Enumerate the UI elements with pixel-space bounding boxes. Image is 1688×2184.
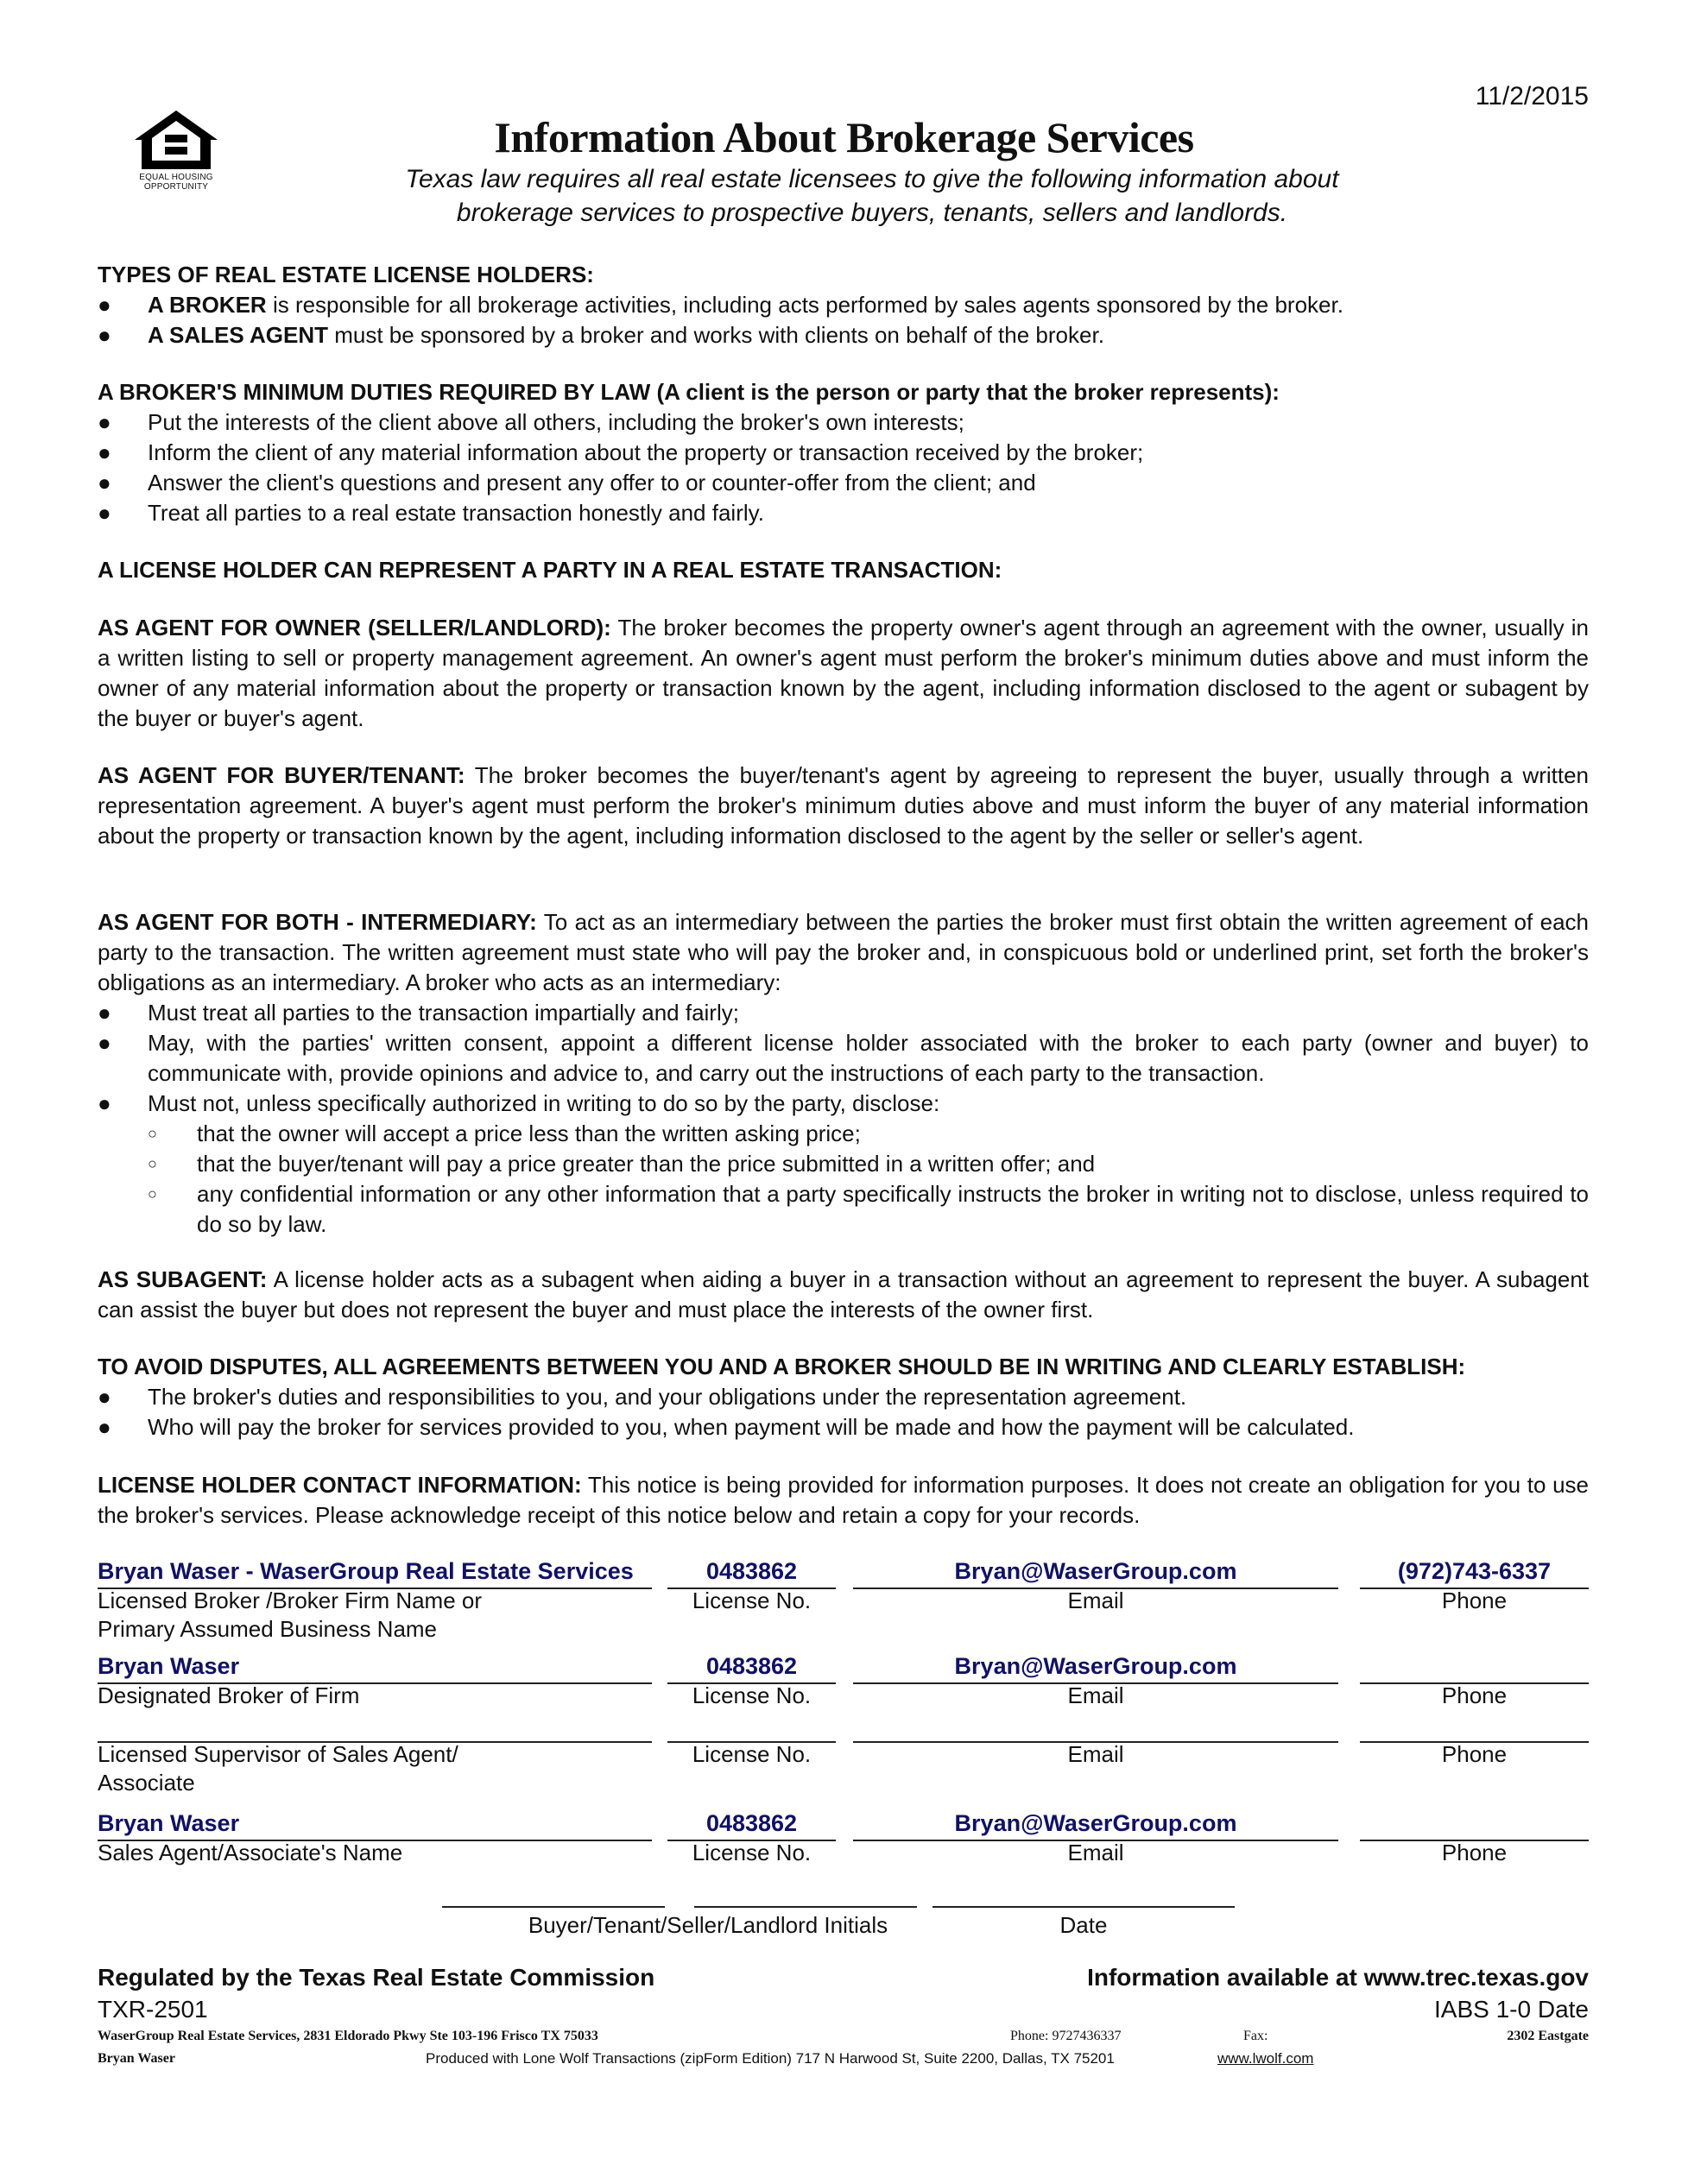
bullet-icon: ● — [98, 1414, 111, 1440]
label-line2: Associate — [98, 1770, 195, 1796]
owner-label: AS AGENT FOR OWNER (SELLER/LANDLORD): — [98, 615, 611, 641]
sub-list-item — [98, 1119, 1589, 1149]
section-subagent — [98, 1265, 1589, 1325]
email-label: Email — [1067, 1840, 1124, 1865]
circle-bullet-icon: ○ — [148, 1155, 157, 1172]
license-label: License No. — [692, 1741, 812, 1767]
license-label: License No. — [692, 1588, 812, 1613]
item-text: Put the interests of the client above all others, including the broker's own interests; — [148, 409, 964, 435]
item-text: The broker's duties and responsibilities to you, and your obligations under the representation agreement. — [148, 1384, 1187, 1410]
bullet-icon: ● — [98, 1090, 111, 1116]
date-label: Date — [1059, 1912, 1108, 1938]
label-line1: Licensed Broker /Broker Firm Name or — [98, 1588, 483, 1613]
item-text: Must not, unless specifically authorized in writing to do so by the party, disclose: — [148, 1090, 940, 1116]
contact-text: This notice is being provided for information purposes. It does not create an obligation for you to use the broker's services. Please acknowledge receipt of this notice below and retain a copy for your records. — [98, 1472, 1589, 1528]
document-date: 11/2/2015 — [1475, 82, 1589, 110]
item-text: any confidential information or any other information that a party specifically instructs the broker in writing not to disclose, unless required to do so by law. — [197, 1181, 1589, 1237]
subagent-text: A license holder acts as a subagent when aiding a buyer in a transaction without an agreement to represent the buyer. A subagent can assist the buyer but does not represent the buyer and must place the interests of the owner first. — [98, 1266, 1590, 1322]
intermediary-text: To act as an intermediary between the parties the broker must first obtain the written agreement of each party to the transaction. The written agreement must state who will pay the broker and, in conspicuous bold or underlined print, set forth the broker's obligations as an intermediary. A broker who acts as an intermediary: — [98, 909, 1589, 995]
list-item — [98, 407, 1589, 438]
bullet-icon: ● — [98, 1384, 111, 1410]
item-text: Must treat all parties to the transaction impartially and fairly; — [148, 1000, 739, 1026]
subtitle-line2: brokerage services to prospective buyers, tenants, sellers and landlords. — [456, 199, 1288, 227]
lwolf-link[interactable]: www.lwolf.com — [1217, 2050, 1314, 2067]
item-text: Treat all parties to a real estate transaction honestly and fairly. — [148, 500, 764, 526]
broker-phone-field[interactable]: (972)743-6337 — [1397, 1558, 1552, 1584]
section-types — [98, 260, 1589, 350]
designated-broker-name-field[interactable]: Bryan Waser — [98, 1653, 240, 1679]
initials-label: Buyer/Tenant/Seller/Landlord Initials — [528, 1912, 888, 1938]
bullet-icon: ● — [98, 500, 111, 526]
list-item — [98, 290, 1589, 320]
company-phone: Phone: 9727436337 — [1010, 2029, 1122, 2043]
broker-license-field[interactable]: 0483862 — [705, 1558, 798, 1584]
bullet-icon: ● — [98, 439, 111, 465]
definition: is responsible for all brokerage activities, including acts performed by sales agents sponsored by the broker. — [266, 292, 1343, 318]
sales-agent-email-field[interactable]: Bryan@WaserGroup.com — [954, 1810, 1237, 1836]
designated-broker-email-field[interactable]: Bryan@WaserGroup.com — [954, 1653, 1237, 1679]
owner-text: The broker becomes the property owner's agent through an agreement with the owner, usually in a written listing to sell or property management agreement. An owner's agent must perform the broker's minimum duties above and must inform the owner of any material information about the property or transaction known by the agent, including information disclosed to the agent or subagent by the buyer or buyer's agent. — [98, 615, 1589, 731]
phone-label: Phone — [1441, 1840, 1508, 1865]
list-item — [98, 998, 1589, 1028]
list-item — [98, 468, 1589, 498]
sales-agent-name-field[interactable]: Bryan Waser — [98, 1810, 240, 1836]
section-disputes — [98, 1352, 1589, 1442]
bullet-icon: ● — [98, 292, 111, 318]
license-label: License No. — [692, 1682, 812, 1708]
broker-firm-name-field[interactable]: Bryan Waser - WaserGroup Real Estate Services — [98, 1558, 634, 1584]
list-item — [98, 498, 1589, 528]
label-line2: Primary Assumed Business Name — [98, 1616, 438, 1642]
info-available: Information available at www.trec.texas.gov — [1087, 1964, 1589, 1991]
phone-label: Phone — [1441, 1741, 1508, 1767]
section-represent — [98, 555, 1589, 585]
initials-field-1[interactable] — [442, 1906, 665, 1908]
sales-agent-label: Sales Agent/Associate's Name — [98, 1840, 403, 1865]
list-item — [98, 1028, 1589, 1089]
company-address: WaserGroup Real Estate Services, 2831 Eldorado Pkwy Ste 103-196 Frisco TX 75033 — [98, 2029, 598, 2043]
produced-with: Produced with Lone Wolf Transactions (zipForm Edition) 717 N Harwood St, Suite 2200, Dallas, TX 75201 — [426, 2050, 1115, 2067]
item-text: that the buyer/tenant will pay a price greater than the price submitted in a written offer; and — [197, 1151, 1096, 1177]
sub-list-item — [98, 1149, 1589, 1179]
initials-field-2[interactable] — [694, 1906, 917, 1908]
item-text: Who will pay the broker for services provided to you, when payment will be made and how the payment will be calculated. — [148, 1414, 1355, 1440]
definition: must be sponsored by a broker and works with clients on behalf of the broker. — [327, 322, 1104, 348]
logo-caption-line1: EQUAL HOUSING — [139, 173, 213, 182]
duties-heading: A BROKER'S MINIMUM DUTIES REQUIRED BY LAW (A client is the person or party that the broker represents): — [98, 379, 1280, 405]
document-name: 2302 Eastgate — [1507, 2029, 1589, 2043]
form-id: TXR-2501 — [98, 1996, 208, 2023]
types-heading: TYPES OF REAL ESTATE LICENSE HOLDERS: — [98, 262, 594, 287]
designated-broker-label: Designated Broker of Firm — [98, 1682, 360, 1708]
item-text: Inform the client of any material information about the property or transaction received by the broker; — [148, 439, 1144, 465]
company-fax: Fax: — [1243, 2029, 1268, 2043]
item-text: that the owner will accept a price less than the written asking price; — [197, 1120, 861, 1146]
section-intermediary — [98, 907, 1589, 1240]
email-label: Email — [1067, 1682, 1124, 1708]
email-label: Email — [1067, 1741, 1124, 1767]
subagent-label: AS SUBAGENT: — [98, 1266, 268, 1292]
subtitle-line1: Texas law requires all real estate licensees to give the following information about — [405, 165, 1339, 193]
term: A BROKER — [148, 292, 267, 318]
logo-caption — [131, 173, 221, 192]
buyer-label: AS AGENT FOR BUYER/TENANT: — [98, 762, 465, 788]
sales-agent-license-field[interactable]: 0483862 — [705, 1810, 798, 1836]
list-item — [98, 1089, 1589, 1119]
item-text: May, with the parties' written consent, appoint a different license holder associated with the broker to each party (owner and buyer) to communicate with, provide opinions and advice to, and carry out the instructions of each party to the transaction. — [148, 1030, 1589, 1086]
bullet-icon: ● — [98, 322, 111, 348]
regulated-by: Regulated by the Texas Real Estate Commission — [98, 1964, 655, 1991]
item-text: Answer the client's questions and present any offer to or counter-offer from the client; and — [148, 470, 1036, 496]
broker-firm-name-label — [98, 1587, 482, 1644]
bullet-icon: ● — [98, 470, 111, 496]
bullet-icon: ● — [98, 409, 111, 435]
page-title: Information About Brokerage Services — [494, 113, 1194, 161]
intermediary-label: AS AGENT FOR BOTH - INTERMEDIARY: — [98, 909, 537, 935]
contact-label: LICENSE HOLDER CONTACT INFORMATION: — [98, 1472, 582, 1498]
designated-broker-license-field[interactable]: 0483862 — [705, 1653, 798, 1679]
page-subtitle — [328, 162, 1416, 230]
agent-name: Bryan Waser — [98, 2051, 175, 2066]
list-item — [98, 320, 1589, 350]
section-agent-owner — [98, 613, 1589, 734]
buyer-text: The broker becomes the buyer/tenant's agent by agreeing to represent the buyer, usually through a written representation agreement. A buyer's agent must perform the broker's minimum duties above and must inform the buyer of any material information about the property or transaction known by the agent, including information disclosed to the agent by the seller or seller's agent. — [98, 762, 1589, 849]
list-item — [98, 1382, 1589, 1412]
date-field[interactable] — [933, 1906, 1235, 1908]
term: A SALES AGENT — [148, 322, 328, 348]
phone-label: Phone — [1441, 1682, 1508, 1708]
bullet-icon: ● — [98, 1000, 111, 1026]
license-label: License No. — [692, 1840, 812, 1865]
section-duties — [98, 377, 1589, 528]
section-agent-buyer — [98, 761, 1589, 851]
logo-caption-line2: OPPORTUNITY — [143, 182, 209, 192]
sub-list-item — [98, 1179, 1589, 1240]
disputes-heading: TO AVOID DISPUTES, ALL AGREEMENTS BETWEEN YOU AND A BROKER SHOULD BE IN WRITING AND CLEARLY ESTABLISH: — [98, 1354, 1466, 1379]
bullet-icon: ● — [98, 1030, 111, 1056]
broker-email-field[interactable]: Bryan@WaserGroup.com — [954, 1558, 1237, 1584]
represent-heading: A LICENSE HOLDER CAN REPRESENT A PARTY IN A REAL ESTATE TRANSACTION: — [98, 557, 1002, 583]
section-contact-info — [98, 1470, 1589, 1531]
circle-bullet-icon: ○ — [148, 1125, 157, 1142]
list-item — [98, 1412, 1589, 1442]
label-line1: Licensed Supervisor of Sales Agent/ — [98, 1741, 458, 1767]
supervisor-label — [98, 1740, 458, 1797]
list-item — [98, 438, 1589, 468]
form-version: IABS 1-0 Date — [1434, 1996, 1589, 2023]
phone-label: Phone — [1441, 1588, 1508, 1613]
circle-bullet-icon: ○ — [148, 1185, 157, 1202]
email-label: Email — [1067, 1588, 1124, 1613]
